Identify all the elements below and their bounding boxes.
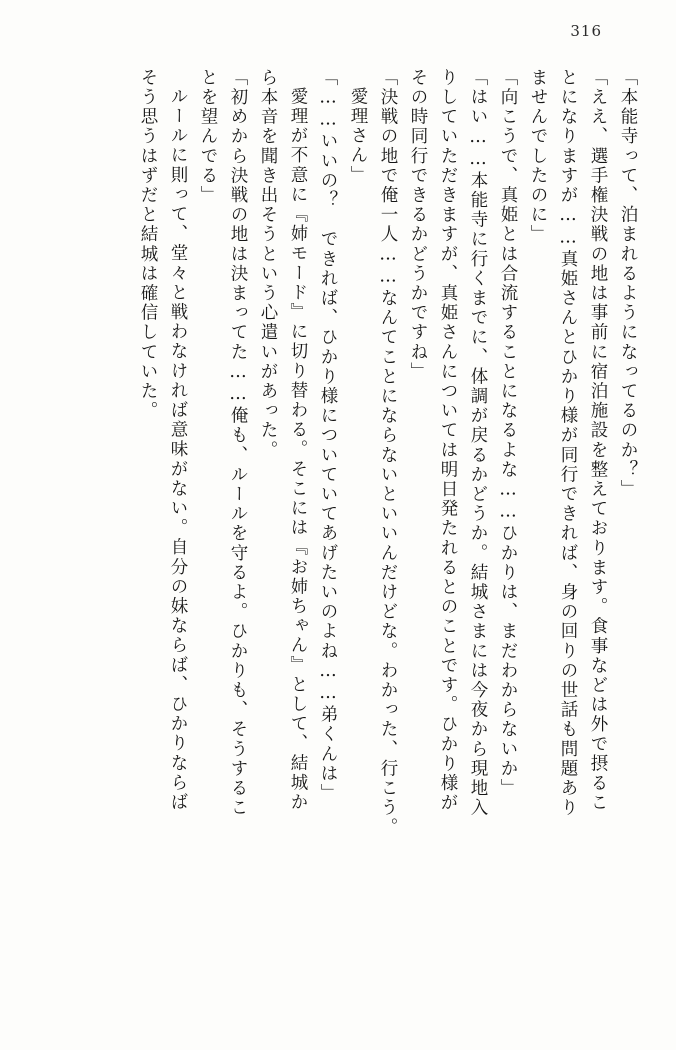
text-line: その時同行できるかどうかですね」 — [408, 68, 428, 382]
text-line: 「……いいの？ できれば、ひかり様についていてあげたいのよね……弟くんは」 — [318, 68, 338, 804]
text-line: 「はい……本能寺に行くまでに、体調が戻るかどうか。結城さまには今夜から現地入 — [468, 68, 488, 818]
text-line: りしていただきますが、真姫さんについては明日発たれるとのことです。ひかり様が — [438, 68, 458, 813]
vertical-text-body — [40, 68, 636, 998]
text-line: そう思うはずだと結城は確信していた。 — [138, 68, 158, 421]
text-line: とを望んでる」 — [198, 68, 218, 206]
page-number: 316 — [570, 22, 602, 40]
text-line: 「向こうで、真姫とは合流することになるよな……ひかりは、まだわからないか」 — [498, 68, 518, 799]
text-line: 愛理さん」 — [348, 87, 368, 185]
text-line: ら本音を聞き出そうという心遣いがあった。 — [258, 68, 278, 460]
text-line: 「本能寺って、泊まれるようになってるのか？」 — [618, 68, 638, 500]
text-line: 「ええ、選手権決戦の地は事前に宿泊施設を整えております。食事などは外で摂るこ — [588, 68, 608, 813]
text-line: ルールに則って、堂々と戦わなければ意味がない。自分の妹ならば、ひかりならば — [168, 87, 188, 813]
text-line: 「決戦の地で俺一人……なんてことにならないといいんだけどな。わかった、行こう。 — [378, 68, 398, 838]
text-line: とになりますが……真姫さんとひかり様が同行できれば、身の回りの世話も問題あり — [558, 68, 578, 818]
text-line: 「初めから決戦の地は決まってた……俺も、ルールを守るよ。ひかりも、そうするこ — [228, 68, 248, 818]
text-line: 愛理が不意に『姉モード』に切り替わる。そこには『お姉ちゃん』として、結城か — [288, 87, 308, 813]
text-line: ませんでしたのに」 — [528, 68, 548, 245]
